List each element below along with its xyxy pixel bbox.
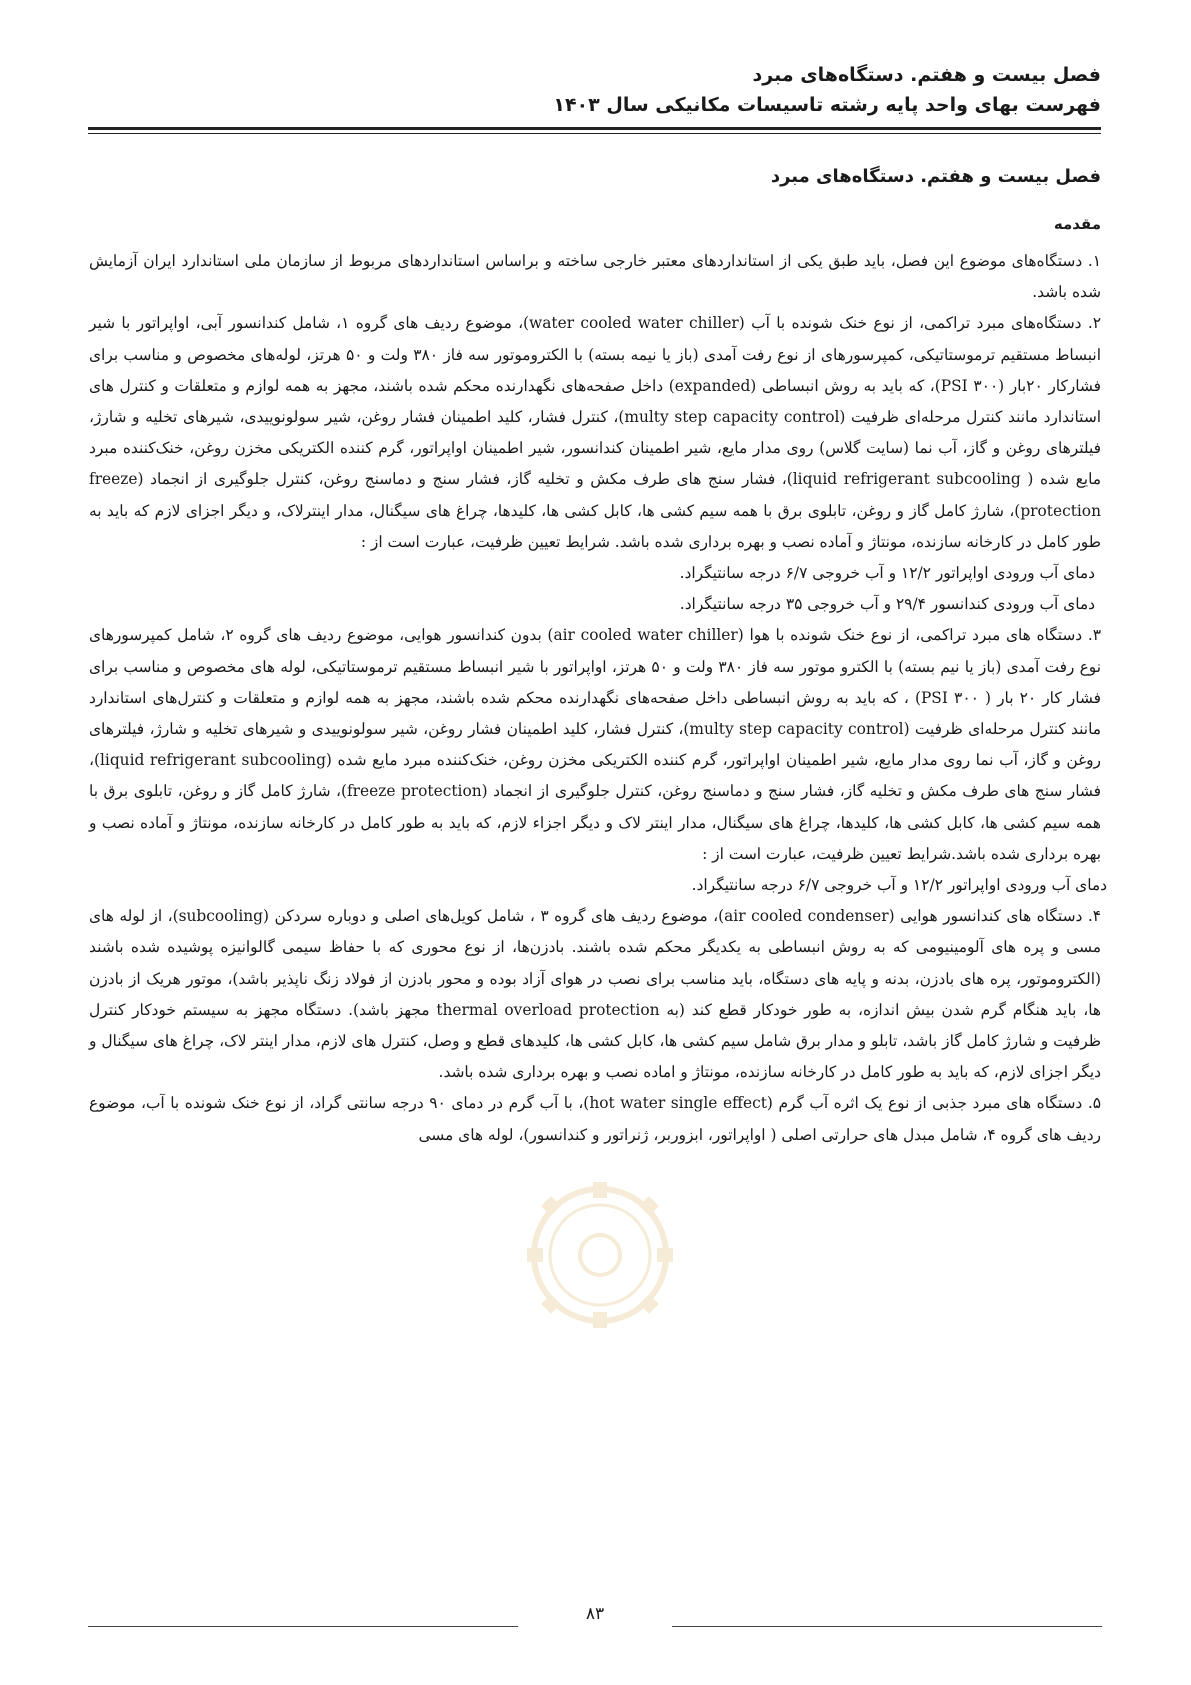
watermark-seal-icon	[525, 1180, 675, 1330]
header-chapter-title: فصل بیست و هفتم. دستگاه‌های مبرد	[752, 64, 1101, 86]
section-title: فصل بیست و هفتم. دستگاه‌های مبرد	[770, 166, 1101, 187]
condition-condenser-1: دمای آب ورودی کندانسور ۲۹/۴ و آب خروجی ۳۵ درجه سانتیگراد.	[679, 595, 1095, 614]
header-rule-thick	[88, 127, 1101, 130]
paragraph-3: ۳. دستگاه های مبرد تراکمی، از نوع خنک شونده با هوا (air cooled water chiller) بدون کندانسور هوایی، موضوع ردیف های گروه ۲، شامل کمپرسورهای نوع رفت آمدی (باز یا نیم بسته) با الکترو موتور سه فاز ۳۸۰ ولت و ۵۰ هرتز، اواپراتور با شیر انبساط مستقیم ترموستاتیکی، لوله های مخصوص و مناسب برای فشار کار ۲۰ بار ( ۳۰۰ PSI) ، که باید به روش انبساطی داخل صفحه‌های نگهدارنده محکم شده باشند، مجهز به همه لوازم و متعلقات و کنترل‌های استاندارد مانند کنترل مرحله‌ای ظرفیت (multy step capacity control)، کنترل فشار، کلید اطمینان فشار روغن، شیر سولونوییدی و شیرهای تخلیه و شارژ، فیلترهای روغن و گاز، آب نما روی مدار مایع، شیر اطمینان اواپراتور، گرم کننده الکتریکی مخزن روغن، خنک‌کننده مبرد مایع شده (liquid refrigerant subcooling)، فشار سنج های طرف مکش و تخلیه گاز، فشار سنج و دماسنج روغن، کنترل جلوگیری از انجماد (freeze protection)، شارژ کامل گاز و روغن، تابلوی برق با همه سیم کشی ها، کابل کشی ها، کلیدها، چراغ های سیگنال، مدار اینتر لاک و دیگر اجزاء لازم، که باید به طور کامل در کارخانه سازنده، مونتاژ و آماده نصب و بهره برداری شده باشد.شرایط تعیین ظرفیت، عبارت است از :	[89, 626, 1102, 863]
paragraph-4: ۴. دستگاه های کندانسور هوایی (air cooled condenser)، موضوع ردیف های گروه ۳ ، شامل کویل‌های اصلی و دوباره سردکن (subcooling)، از لوله های مسی و پره های آلومینیومی که به روش انبساطی به یکدیگر محکم شده باشند. بادزن‌ها، از نوع محوری که با حفاظ سیمی گالوانیزه پوشیده شده باشند (الکتروموتور، پره های بادزن، بدنه و پایه های دستگاه، باید مناسب برای نصب در هوای آزاد بوده و محور بادزن از فولاد زنگ ناپذیر باشد)، موتور هریک از بادزن ها، باید هنگام گرم شدن بیش اندازه، به طور خودکار قطع کند (به thermal overload protection مجهز باشد). دستگاه مجهز به سیستم خودکار کنترل ظرفیت و شارژ کامل گاز باشد، تابلو و مدار برق شامل سیم کشی ها، کابل کشی ها، کلیدهای قطع و وصل، کنترل های لازم، مدار اینتر لاک، چراغ های سیگنال و دیگر اجزای لازم، که باید به طور کامل در کارخانه سازنده، مونتاژ و اماده نصب و بهره برداری شده باشد.	[89, 907, 1102, 1082]
header-rule-thin	[88, 133, 1101, 134]
paragraph-2: ۲. دستگاه‌های مبرد تراکمی، از نوع خنک شونده با آب (water cooled water chiller)، موضوع ردیف های گروه ۱، شامل کندانسور آبی، اواپراتور با شیر انبساط مستقیم ترموستاتیکی، کمپرسورهای از نوع رفت آمدی (باز یا نیمه بسته) با الکتروموتور سه فاز ۳۸۰ ولت و ۵۰ هرتز، لوله‌های مخصوص و مناسب برای فشارکار ۲۰بار (۳۰۰ PSI)، که باید به روش انبساطی (expanded) داخل صفحه‌های نگهدارنده محکم شده باشند، مجهز به همه لوازم و متعلقات و کنترل های استاندارد مانند کنترل مرحله‌ای ظرفیت (multy step capacity control)، کنترل فشار، کلید اطمینان فشار روغن، شیر سولونوییدی، شیرهای تخلیه و شارژ، فیلترهای روغن و گاز، آب نما (سایت گلاس) روی مدار مایع، شیر اطمینان کندانسور، شیر اطمینان اواپراتور، گرم کننده الکتریکی مخزن روغن، خنک‌کننده مبرد مایع شده ( liquid refrigerant subcooling)، فشار سنج های طرف مکش و تخلیه گاز، فشار سنج و دماسنج روغن، کنترل جلوگیری از انجماد (freeze protection)، شارژ کامل گاز و روغن، تابلوی برق با همه سیم کشی ها، کابل کشی ها، کلیدها، چراغ های سیگنال، مدار اینترلاک، و دیگر اجزای لازم که باید به طور کامل در کارخانه سازنده، مونتاژ و آماده نصب و بهره برداری شده باشد. شرایط تعیین ظرفیت، عبارت است از :	[89, 314, 1102, 551]
intro-label: مقدمه	[1053, 215, 1101, 233]
page-number: ۸۳	[585, 1604, 605, 1624]
paragraph-1: ۱. دستگاه‌های موضوع این فصل، باید طبق یکی از استانداردهای معتبر خارجی ساخته و براساس استانداردهای مربوط از سازمان ملی استاندارد ایران آزمایش شده باشد.	[89, 252, 1101, 302]
page-body	[89, 162, 1107, 1151]
page-header	[96, 60, 1101, 120]
condition-evaporator-2: دمای آب ورودی اواپراتور ۱۲/۲ و آب خروجی ۶/۷ درجه سانتیگراد.	[691, 876, 1107, 895]
paragraph-5: ۵. دستگاه های مبرد جذبی از نوع یک اثره آب گرم (hot water single effect)، با آب گرم در دمای ۹۰ درجه سانتی گراد، از نوع خنک شونده با آب، موضوع ردیف های گروه ۴، شامل مبدل های حرارتی اصلی ( اواپراتور، ابزوربر، ژنراتور و کندانسور)، لوله های مسی	[89, 1094, 1101, 1144]
condition-evaporator-1: دمای آب ورودی اواپراتور ۱۲/۲ و آب خروجی ۶/۷ درجه سانتیگراد.	[679, 564, 1095, 583]
header-subtitle: فهرست بهای واحد پایه رشته تاسیسات مکانیکی سال ۱۴۰۳	[553, 94, 1101, 116]
footer-rule-left	[88, 1626, 518, 1627]
footer-rule-right	[672, 1626, 1102, 1627]
